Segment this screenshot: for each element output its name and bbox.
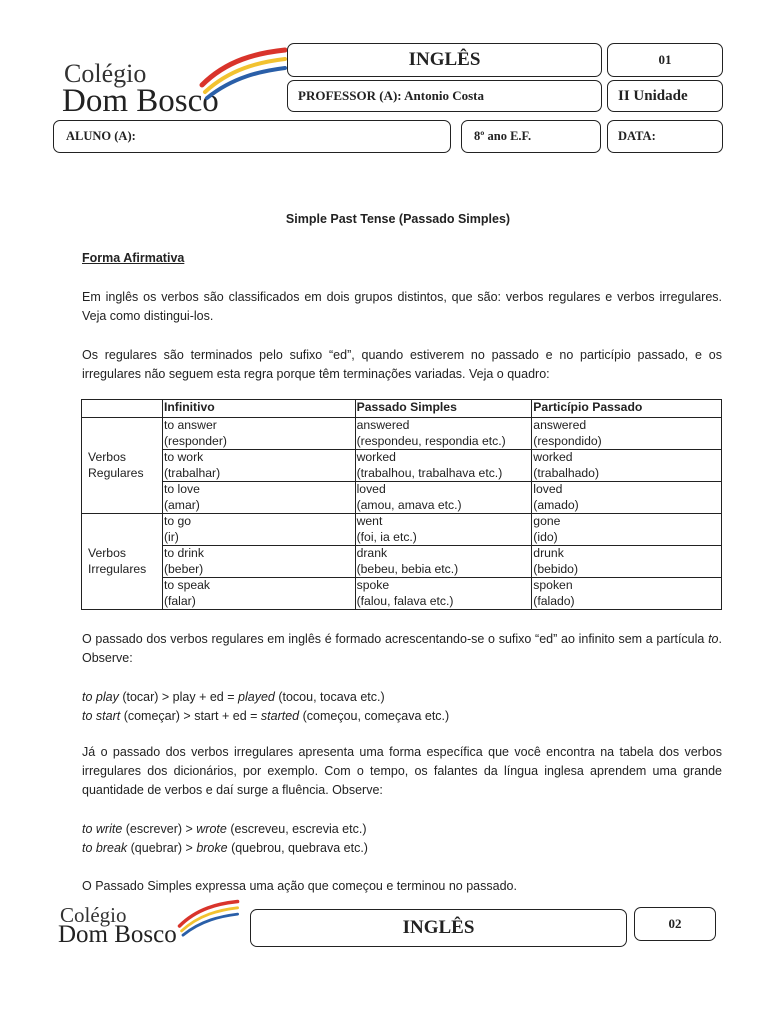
cell-line: (trabalhar): [163, 465, 221, 480]
cell-line: (ir): [163, 529, 179, 544]
cell-line: to drink: [163, 546, 204, 560]
cell-line: gone: [533, 514, 561, 528]
cell-line: (bebido): [533, 561, 579, 576]
group-label-line1: Verbos: [88, 450, 126, 464]
cell-line: (responder): [163, 433, 227, 448]
cell-line: answered: [533, 418, 587, 432]
group-label-irregular: [82, 514, 163, 610]
logo-text-line2: Dom Bosco: [58, 921, 177, 948]
student-box[interactable]: [53, 120, 451, 153]
school-logo: [62, 45, 282, 117]
cell-line: (trabalhado): [533, 465, 600, 480]
cell-infinitive: [162, 578, 355, 610]
subject-title: INGLÊS: [408, 49, 481, 70]
cell-past-participle: [532, 418, 722, 450]
cell-line: went: [356, 514, 383, 528]
example-text: (quebrou, quebrava etc.): [227, 841, 368, 855]
table-header-row: [82, 400, 722, 418]
cell-line: loved: [533, 482, 563, 496]
cell-line: (amou, amava etc.): [356, 497, 462, 512]
student-label: ALUNO (A):: [66, 129, 136, 143]
cell-line: to speak: [163, 578, 211, 592]
table-row: [82, 546, 722, 578]
unit-label: II Unidade: [618, 87, 688, 104]
table-header-simple-past: Passado Simples: [355, 400, 532, 418]
cell-line: (bebeu, bebia etc.): [356, 561, 459, 576]
table-row: [82, 578, 722, 610]
logo-swoosh-icon: [197, 45, 287, 105]
page-number-box: [607, 43, 723, 77]
cell-past-participle: [532, 482, 722, 514]
cell-line: drank: [356, 546, 388, 560]
date-label: DATA:: [618, 129, 656, 143]
cell-line: to love: [163, 482, 200, 496]
cell-line: spoken: [533, 578, 573, 592]
cell-simple-past: [355, 418, 532, 450]
cell-simple-past: [355, 450, 532, 482]
cell-infinitive: [162, 482, 355, 514]
cell-past-participle: [532, 546, 722, 578]
example-line: [82, 820, 722, 839]
grade-label: 8º ano E.F.: [474, 129, 532, 143]
cell-simple-past: [355, 578, 532, 610]
paragraph-italic-word: to: [708, 632, 719, 646]
cell-line: (falar): [163, 593, 196, 608]
subject-box: [287, 43, 602, 77]
paragraph-intro: Em inglês os verbos são classificados em dois grupos distintos, que são: verbos regulares e verbos irregulares. Veja como distingui-los.: [82, 290, 722, 323]
footer-school-logo: [58, 898, 258, 948]
paragraph-irregular-formation: Já o passado dos verbos irregulares apresenta uma forma específica que você encontra na tabela dos verbos irregulares dos dicionários, por exemplo. Com o tempo, os falantes da língua inglesa aprendem uma grande quantidade de verbos e daí surge a fluência. Observe:: [82, 745, 722, 797]
professor-box: [287, 80, 602, 112]
example-text: (começou, começava etc.): [299, 709, 450, 723]
table-header-infinitive: Infinitivo: [162, 400, 355, 418]
footer-page-number-box: [634, 907, 716, 941]
cell-simple-past: [355, 546, 532, 578]
cell-line: (ido): [533, 529, 558, 544]
table-header-past-participle: Particípio Passado: [532, 400, 722, 418]
cell-simple-past: [355, 514, 532, 546]
table-row: [82, 450, 722, 482]
cell-line: worked: [356, 450, 396, 464]
example-italic: to start: [82, 709, 121, 723]
example-line: [82, 688, 722, 707]
logo-text-line1: Colégio: [60, 903, 127, 927]
paragraph-text: . Observe:: [82, 632, 722, 665]
logo-text-line1: Colégio: [64, 59, 147, 88]
group-label-regular: [82, 418, 163, 514]
section-heading: Forma Afirmativa: [82, 251, 185, 265]
professor-label: PROFESSOR (A): Antonio Costa: [298, 88, 484, 103]
table-row: [82, 482, 722, 514]
cell-line: (trabalhou, trabalhava etc.): [356, 465, 503, 480]
footer-subject-box: [250, 909, 627, 947]
cell-line: (falou, falava etc.): [356, 593, 454, 608]
example-text: (começar) > start + ed =: [120, 709, 261, 723]
example-italic: started: [260, 709, 300, 723]
cell-line: (amar): [163, 497, 200, 512]
example-line: [82, 707, 722, 726]
example-text: (tocar) > play + ed =: [118, 690, 239, 704]
paragraph-regular-formation: [82, 630, 722, 668]
date-box[interactable]: [607, 120, 723, 153]
cell-line: (foi, ia etc.): [356, 529, 417, 544]
unit-box: [607, 80, 723, 112]
paragraph-regular-irregular: Os regulares são terminados pelo sufixo “ed”, quando estiverem no passado e no particípio passado, e os irregulares não seguem esta regra porque têm terminações variadas. Veja o quadro:: [82, 348, 722, 381]
paragraph-definition: O Passado Simples expressa uma ação que começou e terminou no passado.: [82, 879, 517, 893]
example-italic: to write: [82, 822, 123, 836]
example-italic: to break: [82, 841, 128, 855]
document-title: Simple Past Tense (Passado Simples): [285, 212, 511, 226]
example-italic: broke: [196, 841, 228, 855]
cell-line: loved: [356, 482, 386, 496]
cell-line: (amado): [533, 497, 579, 512]
cell-line: worked: [533, 450, 573, 464]
example-line: [82, 839, 722, 858]
cell-line: (respondeu, respondia etc.): [356, 433, 506, 448]
table-row: [82, 418, 722, 450]
paragraph-text: O passado dos verbos regulares em inglês é formado acrescentando-se o sufixo “ed” ao infinito sem a partícula: [82, 632, 709, 646]
page-number: 01: [658, 52, 672, 67]
cell-line: answered: [356, 418, 410, 432]
cell-line: (respondido): [533, 433, 602, 448]
cell-line: to work: [163, 450, 204, 464]
example-italic: to play: [82, 690, 119, 704]
group-label-line2: Regulares: [88, 465, 144, 480]
cell-line: drunk: [533, 546, 564, 560]
cell-line: to go: [163, 514, 192, 528]
example-italic: wrote: [196, 822, 227, 836]
logo-swoosh-icon: [170, 898, 245, 940]
example-text: (escrever) >: [122, 822, 197, 836]
cell-past-participle: [532, 514, 722, 546]
cell-infinitive: [162, 418, 355, 450]
example-italic: played: [238, 690, 275, 704]
verb-table: [81, 399, 722, 610]
example-text: (quebrar) >: [127, 841, 197, 855]
example-text: (escreveu, escrevia etc.): [226, 822, 367, 836]
cell-infinitive: [162, 514, 355, 546]
footer-subject-title: INGLÊS: [402, 917, 475, 938]
cell-line: to answer: [163, 418, 217, 432]
group-label-line2: Irregulares: [88, 561, 147, 576]
cell-past-participle: [532, 578, 722, 610]
cell-infinitive: [162, 450, 355, 482]
table-header-empty: [82, 400, 163, 418]
footer-page-number: 02: [668, 916, 682, 931]
cell-past-participle: [532, 450, 722, 482]
table-row: [82, 514, 722, 546]
example-text: (tocou, tocava etc.): [274, 690, 385, 704]
cell-infinitive: [162, 546, 355, 578]
cell-line: spoke: [356, 578, 390, 592]
cell-line: (falado): [533, 593, 575, 608]
logo-text-line2: Dom Bosco: [62, 83, 219, 119]
grade-box: [461, 120, 601, 153]
group-label-line1: Verbos: [88, 546, 126, 560]
cell-simple-past: [355, 482, 532, 514]
cell-line: (beber): [163, 561, 204, 576]
